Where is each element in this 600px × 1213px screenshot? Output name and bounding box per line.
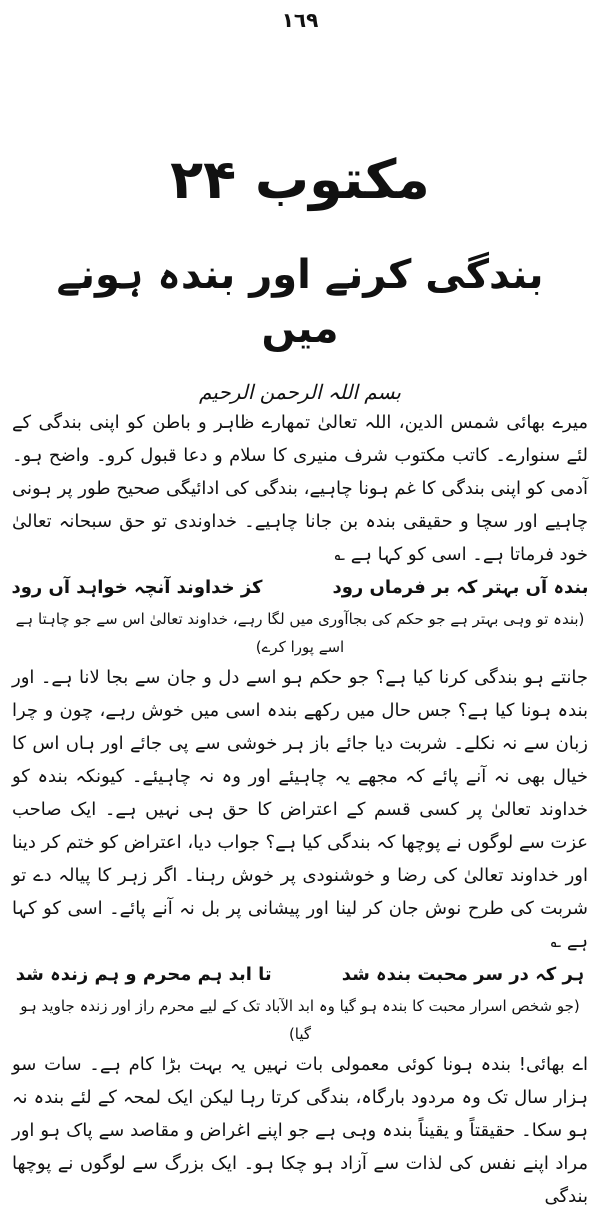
verse-1: [12, 571, 588, 605]
verse-2-right: ہر کہ در سر محبت بندہ شد: [341, 964, 585, 985]
chapter-subtitle: بندگی کرنے اور بندہ ہونے میں: [56, 252, 544, 352]
verse-2: [12, 958, 588, 992]
chapter-title: مکتوب ۲۴: [170, 148, 430, 211]
page-number: ١٦٩: [281, 8, 319, 32]
bismillah: بسم اللہ الرحمن الرحیم: [198, 380, 401, 404]
verse-1-left: کز خداوند آنچہ خواہد آں رود: [11, 577, 263, 598]
paragraph-2: جانتے ہو بندگی کرنا کیا ہے؟ جو حکم ہو اسے دل و جان سے بجا لانا ہے۔ اور بندہ ہونا کیا ہے؟ جس حال میں رکھے بندہ اسی میں خوش رہے، چون و چرا زبان سے نہ نکلے۔ شربت دیا جائے باز ہر خوشی سے پی جائے اور ہاں اس کا خیال بھی نہ آنے پائے کہ مجھے یہ چاہیئے اور وہ نہ چاہیئے۔ کیونکہ بندہ کو خداوند تعالیٰ پر کسی قسم کے اعتراض کا حق ہی نہیں ہے۔ ایک صاحب عزت سے لوگوں نے پوچھا کہ بندگی کیا ہے؟ جواب دیا، اعتراض کو ختم کر دینا اور خداوند تعالیٰ کی رضا و خوشنودی پر خوش رہنا۔ اگر زہر کا پیالہ دے تو شربت کی طرح نوش جان کر لینا اور پیشانی پر بل نہ آنے پائے۔ اسی کو کہا ہے ؎: [12, 667, 588, 952]
paragraph-3: اے بھائی! بندہ ہونا کوئی معمولی بات نہیں یہ بہت بڑا کام ہے۔ سات سو ہزار سال تک وہ مردود بارگاہ، بندگی کرتا رہا لیکن ایک لمحہ کے لئے بندہ نہ ہو سکا۔ حقیقتاً و یقیناً بندہ وہی ہے جو اپنے اغراض و مقاصد سے پاک ہو اور مراد اپنے نفس کی لذات سے آزاد ہو چکا ہو۔ ایک بزرگ سے لوگوں نے پوچھا بندگی: [12, 1054, 588, 1207]
translation-2: (جو شخص اسرار محبت کا بندہ ہو گیا وہ ابد الآباد تک کے لیے محرم راز اور زندہ جاوید ہو گیا): [20, 997, 580, 1043]
verse-1-right: بندہ آں بہتر کہ بر فرماں رود: [332, 577, 589, 598]
paragraph-1: میرے بھائی شمس الدین، اللہ تعالیٰ تمھارے ظاہر و باطن کو اپنی بندگی کے لئے سنوارے۔ کاتب مکتوب شرف منیری کا سلام و دعا قبول کرو۔ واضح ہو۔ آدمی کو اپنی بندگی کا غم ہونا چاہیے، بندگی کی ادائیگی صحیح طور پر ہونی چاہیے اور سچا و حقیقی بندہ بن جانا چاہیے۔ خداوندی تو حق سبحانہ تعالیٰ خود فرماتا ہے۔ اسی کو کہا ہے ؎: [12, 412, 588, 565]
verse-2-left: تا ابد ہم محرم و ہم زندہ شد: [15, 964, 272, 985]
translation-1: (بندہ تو وہی بہتر ہے جو حکم کی بجاآوری میں لگا رہے، خداوند تعالیٰ اس سے جو چاہتا ہے اسے پورا کرے): [15, 610, 585, 656]
